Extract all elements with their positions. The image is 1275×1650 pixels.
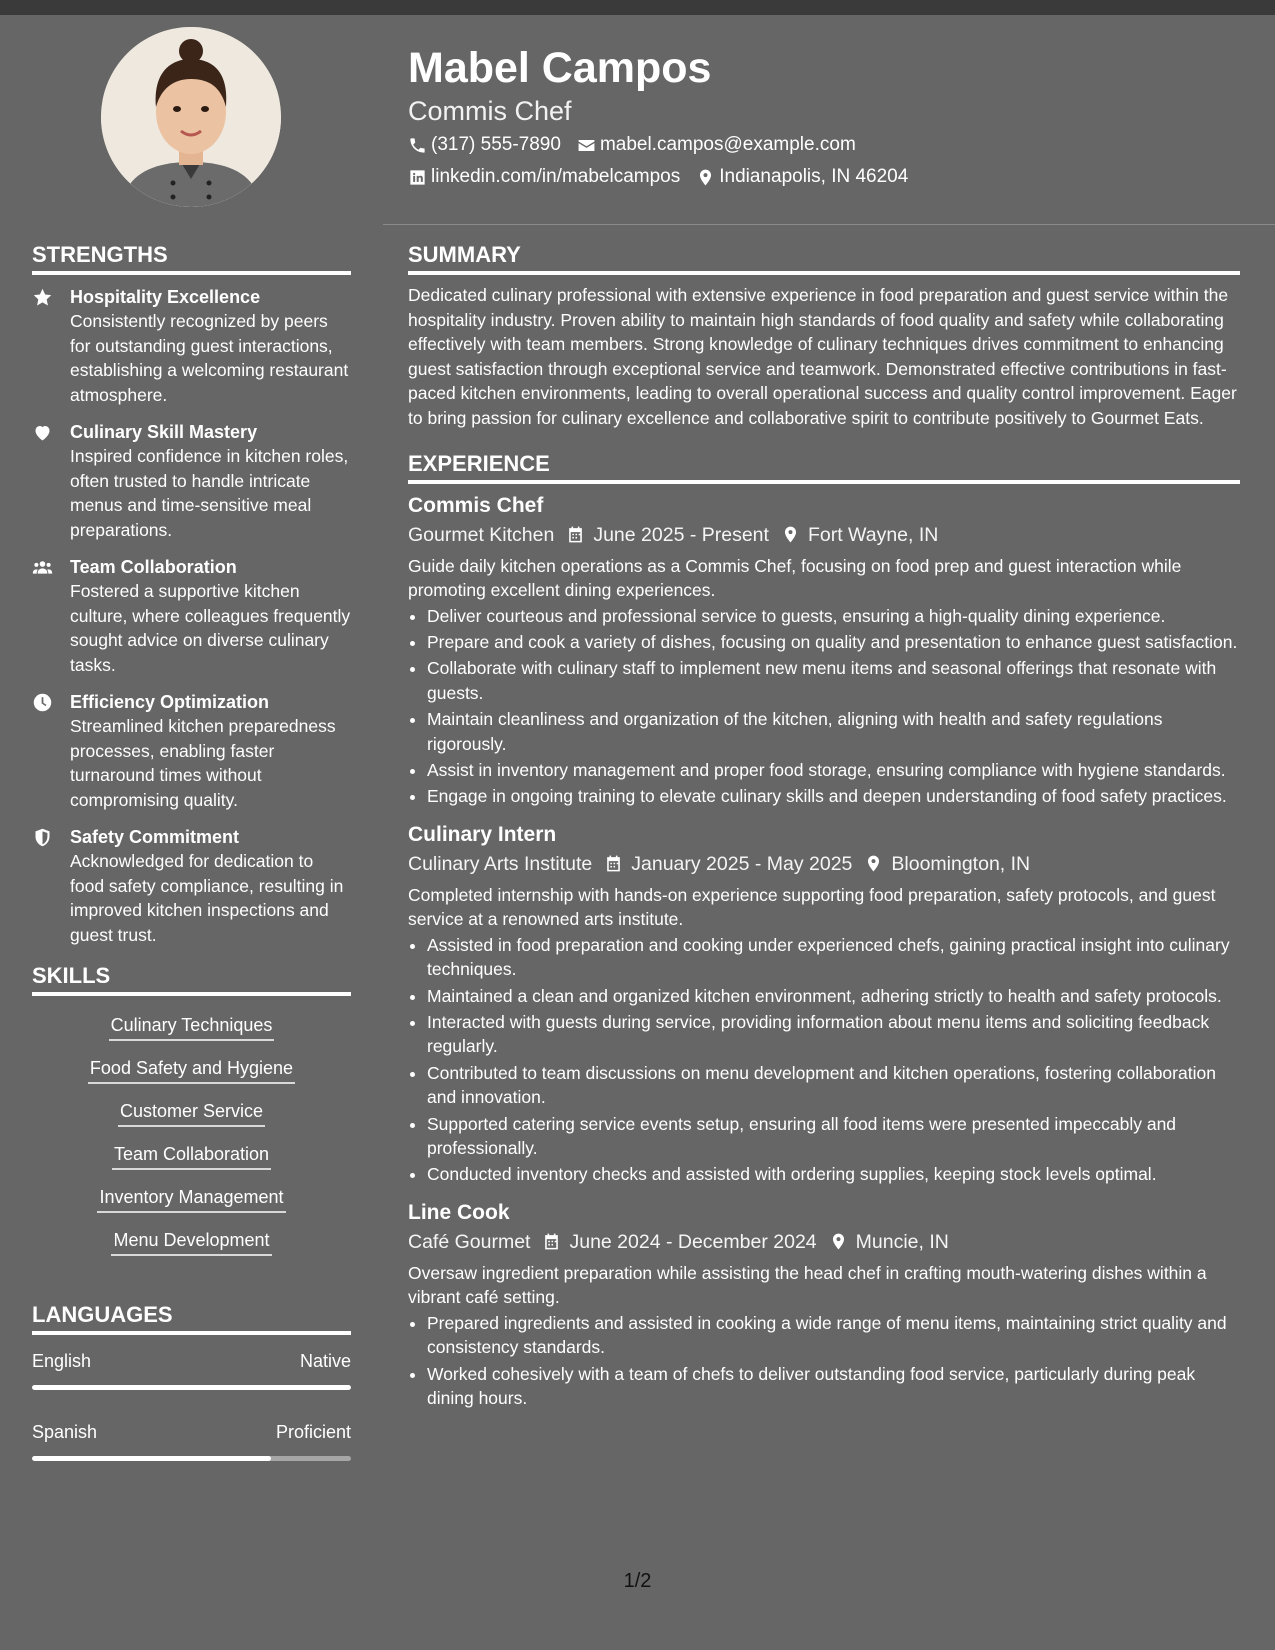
strengths-heading: STRENGTHS <box>32 240 351 275</box>
contact-email[interactable] <box>577 133 856 157</box>
job-bullets <box>408 933 1240 1187</box>
linkedin-text: linkedin.com/in/mabelcampos <box>431 166 681 187</box>
job-bullet: • Engage in ongoing training to elevate culinary skills and deepen understanding of food safety practices. <box>427 784 1240 808</box>
experience-heading: EXPERIENCE <box>408 449 1240 484</box>
skill-item <box>32 1055 351 1084</box>
strength-text: Fostered a supportive kitchen culture, where colleagues frequently sought advice on diverse culinary tasks. <box>70 581 351 675</box>
job-meta <box>408 849 1240 879</box>
skill-label: Menu Development <box>111 1227 271 1256</box>
strength-title: Safety Commitment <box>70 827 240 847</box>
job-meta <box>408 1227 1240 1257</box>
strength-title: Hospitality Excellence <box>70 287 261 307</box>
users-icon <box>32 557 53 578</box>
job-bullet: • Contributed to team discussions on menu development and kitchen operations, fostering collaboration and innovation. <box>427 1061 1240 1110</box>
shield-icon <box>32 827 53 848</box>
location-pin-icon <box>781 525 800 544</box>
skills-list <box>32 1012 351 1256</box>
skill-label: Culinary Techniques <box>109 1012 275 1041</box>
avatar-icon <box>101 27 281 207</box>
job-bullet: • Maintain cleanliness and organization of the kitchen, aligning with health and safety regulations rigorously. <box>427 707 1240 756</box>
skill-label: Inventory Management <box>97 1184 285 1213</box>
job-company: Café Gourmet <box>408 1230 531 1253</box>
job-entry <box>408 821 1240 1187</box>
job-location: Bloomington, IN <box>891 852 1031 875</box>
job-description: Oversaw ingredient preparation while assisting the head chef in crafting mouth-watering dishes within a vibrant café setting. <box>408 1262 1207 1307</box>
page-number: 1/2 <box>623 1570 652 1592</box>
job-bullet: • Assist in inventory management and proper food storage, ensuring compliance with hygiene standards. <box>427 758 1240 782</box>
skill-label: Customer Service <box>118 1098 265 1127</box>
job-bullet: • Assisted in food preparation and cooking under experienced chefs, gaining practical insight into culinary techniques. <box>427 933 1240 982</box>
job-bullet: • Maintained a clean and organized kitchen environment, adhering strictly to health and safety protocols. <box>427 984 1240 1008</box>
calendar-icon <box>566 525 585 544</box>
candidate-name: Mabel Campos <box>408 44 712 92</box>
calendar-icon <box>604 854 623 873</box>
language-progress-bar <box>32 1385 351 1390</box>
calendar-icon <box>542 1232 561 1251</box>
job-description: Completed internship with hands-on experience supporting food preparation, safety protocols, and guest service at a renowned arts institute. <box>408 884 1216 929</box>
job-company: Gourmet Kitchen <box>408 523 555 546</box>
skill-label: Food Safety and Hygiene <box>88 1055 295 1084</box>
phone-text: (317) 555-7890 <box>431 134 561 155</box>
star-icon <box>32 287 53 308</box>
strengths-list <box>32 285 351 947</box>
language-name: English <box>32 1351 92 1371</box>
linkedin-icon <box>408 168 427 187</box>
job-title: Line Cook <box>408 1200 510 1224</box>
strength-title: Efficiency Optimization <box>70 692 270 712</box>
language-progress-fill <box>32 1385 351 1390</box>
language-name: Spanish <box>32 1422 98 1442</box>
job-entry <box>408 492 1240 809</box>
language-progress-fill <box>32 1456 271 1461</box>
job-description: Guide daily kitchen operations as a Commis Chef, focusing on food prep and guest interaction while promoting excellent dining experiences. <box>408 555 1182 600</box>
summary-heading: SUMMARY <box>408 240 1240 275</box>
strength-item <box>32 555 351 677</box>
job-bullet: • Worked cohesively with a team of chefs to deliver outstanding food service, particularly during peak dining hours. <box>427 1362 1240 1411</box>
languages-list <box>32 1349 351 1461</box>
experience-section <box>408 449 1240 1411</box>
skill-item <box>32 1227 351 1256</box>
profile-photo <box>101 27 281 207</box>
job-location: Muncie, IN <box>855 1230 949 1253</box>
strength-title: Team Collaboration <box>70 557 237 577</box>
job-bullet: • Conducted inventory checks and assisted with ordering supplies, keeping stock levels optimal. <box>427 1162 1240 1186</box>
job-title: Commis Chef <box>408 493 544 517</box>
candidate-title: Commis Chef <box>408 96 572 126</box>
job-bullets <box>408 1311 1240 1411</box>
job-dates: January 2025 - May 2025 <box>631 852 853 875</box>
clock-icon <box>32 692 53 713</box>
location-text: Indianapolis, IN 46204 <box>719 166 909 187</box>
skill-item <box>32 1098 351 1127</box>
job-meta <box>408 520 1240 550</box>
language-level: Native <box>299 1351 351 1371</box>
email-icon <box>577 136 596 155</box>
language-item <box>32 1349 351 1373</box>
language-item <box>32 1420 351 1444</box>
job-title: Culinary Intern <box>408 822 557 846</box>
skill-item <box>32 1141 351 1170</box>
contact-location <box>696 165 908 189</box>
job-bullet: • Deliver courteous and professional service to guests, ensuring a high-quality dining experience. <box>427 604 1240 628</box>
contact-row-2 <box>408 165 908 189</box>
contact-linkedin[interactable] <box>408 165 680 189</box>
languages-heading: LANGUAGES <box>32 1300 351 1335</box>
jobs-list <box>408 492 1240 1411</box>
job-dates: June 2025 - Present <box>593 523 769 546</box>
skill-item <box>32 1012 351 1041</box>
language-level: Proficient <box>275 1422 351 1442</box>
right-column <box>408 240 1240 1413</box>
job-dates: June 2024 - December 2024 <box>569 1230 817 1253</box>
strength-item <box>32 690 351 812</box>
skill-item <box>32 1184 351 1213</box>
heart-icon <box>32 422 53 443</box>
job-entry <box>408 1199 1240 1411</box>
strength-text: Streamlined kitchen preparedness processes, enabling faster turnaround times without compromising quality. <box>70 716 336 810</box>
top-bar <box>0 0 1275 15</box>
strength-text: Acknowledged for dedication to food safety compliance, resulting in improved kitchen inspections and guest trust. <box>70 851 344 945</box>
strength-title: Culinary Skill Mastery <box>70 422 258 442</box>
strength-text: Inspired confidence in kitchen roles, often trusted to handle intricate menus and time-sensitive meal preparations. <box>70 446 349 540</box>
strength-item <box>32 420 351 542</box>
job-bullet: • Supported catering service events setup, ensuring all food items were presented impeccably and professionally. <box>427 1112 1240 1161</box>
contact-row-1 <box>408 133 856 157</box>
job-bullet: • Prepare and cook a variety of dishes, focusing on quality and presentation to enhance guest satisfaction. <box>427 630 1240 654</box>
contact-phone[interactable] <box>408 133 561 157</box>
strength-text: Consistently recognized by peers for outstanding guest interactions, establishing a welcoming restaurant atmosphere. <box>70 311 349 405</box>
phone-icon <box>408 136 427 155</box>
job-bullet: • Prepared ingredients and assisted in cooking a wide range of menu items, maintaining strict quality and consistency standards. <box>427 1311 1240 1360</box>
header-divider <box>383 224 1275 225</box>
location-pin-icon <box>864 854 883 873</box>
job-company: Culinary Arts Institute <box>408 852 593 875</box>
summary-text: Dedicated culinary professional with extensive experience in food preparation and guest service within the hospitality industry. Proven ability to maintain high standards of food quality and safety while collaborating effectively with team members. Strong knowledge of culinary techniques drives commitment to enhancing guest satisfaction through exceptional service and teamwork. Demonstrated effective contributions in fast-paced kitchen environments, leading to overall operational success and quality control improvement. Eager to bring passion for culinary excellence and collaborative spirit to contribute positively to Gourmet Eats. <box>408 285 1237 428</box>
language-progress-bar <box>32 1456 351 1461</box>
strength-item <box>32 825 351 947</box>
location-pin-icon <box>829 1232 848 1251</box>
strength-item <box>32 285 351 407</box>
job-bullet: • Interacted with guests during service, providing information about menu items and soliciting feedback regularly. <box>427 1010 1240 1059</box>
location-pin-icon <box>696 168 715 187</box>
skills-heading: SKILLS <box>32 961 351 996</box>
job-location: Fort Wayne, IN <box>807 523 939 546</box>
email-text: mabel.campos@example.com <box>599 134 856 155</box>
job-bullet: • Collaborate with culinary staff to implement new menu items and seasonal offerings that resonate with guests. <box>427 656 1240 705</box>
skill-label: Team Collaboration <box>112 1141 271 1170</box>
left-column <box>32 240 351 1491</box>
job-bullets <box>408 604 1240 809</box>
